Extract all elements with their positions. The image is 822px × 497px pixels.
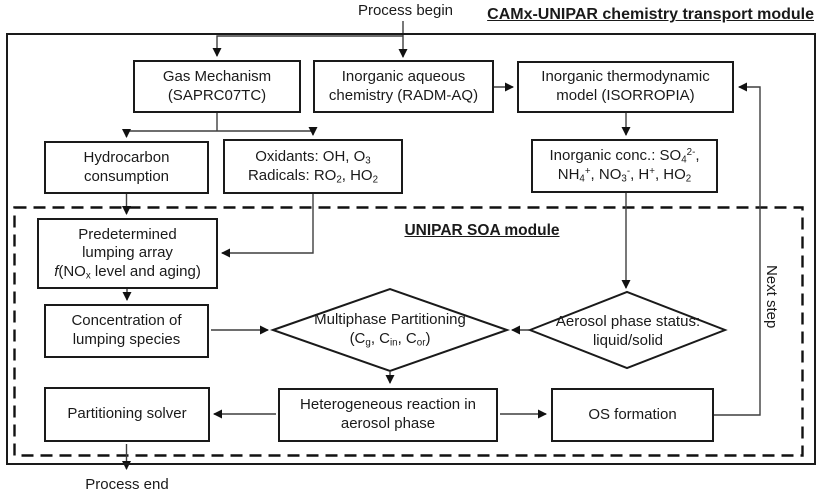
aerosol-phase-status-label: Aerosol phase status: liquid/solid	[555, 313, 701, 350]
soa-module-title: UNIPAR SOA module	[404, 222, 560, 239]
node-os-formation	[551, 388, 714, 442]
module-title: CAMx-UNIPAR chemistry transport module	[487, 6, 814, 23]
node-partitioning-solver	[44, 387, 210, 442]
process-begin-label: Process begin	[357, 2, 454, 19]
node-hydrocarbon-consumption	[44, 141, 209, 194]
node-concentration-lumping-species-text: Concentration of lumping species	[71, 312, 182, 348]
node-predetermined-lumping-array	[37, 218, 218, 289]
node-partitioning-solver-text: Partitioning solver	[67, 405, 187, 423]
node-hydrocarbon-consumption-text: Hydrocarbon consumption	[83, 148, 170, 185]
next-step-label: Next step	[763, 265, 780, 329]
node-concentration-lumping-species	[44, 304, 209, 358]
multiphase-partitioning-label: Multiphase Partitioning ($C_g$, $C_{in}$, $C_{or}$)	[314, 311, 466, 349]
node-oxidants-radicals-text: Oxidants: OH, $O_3$ Radicals: $RO_2$, $HO_2$	[247, 147, 379, 185]
node-os-formation-text: OS formation	[588, 405, 677, 423]
node-isorropia	[517, 61, 734, 113]
node-inorganic-aqueous	[313, 60, 494, 113]
node-isorropia-text: Inorganic thermodynamic model (ISORROPIA)	[541, 68, 710, 104]
node-heterogeneous-reaction-text: Heterogeneous reaction in aerosol phase	[300, 396, 476, 432]
node-predetermined-lumping-array-text: Predetermined lumping array $f(NO_x$ level and aging)	[54, 225, 201, 282]
node-inorganic-conc	[531, 139, 718, 193]
node-heterogeneous-reaction	[278, 388, 498, 442]
node-gas-mechanism	[133, 60, 301, 113]
node-inorganic-aqueous-text: Inorganic aqueous chemistry (RADM-AQ)	[328, 67, 479, 104]
node-inorganic-conc-text: Inorganic conc.: $SO_4^{2-}$, $NH_4^+$, $NO_3^-$, H+, $HO_2$	[549, 147, 700, 185]
node-oxidants-radicals	[223, 139, 403, 194]
process-end-label: Process end	[85, 476, 169, 493]
node-gas-mechanism-text: Gas Mechanism (SAPRC07TC)	[162, 67, 272, 104]
